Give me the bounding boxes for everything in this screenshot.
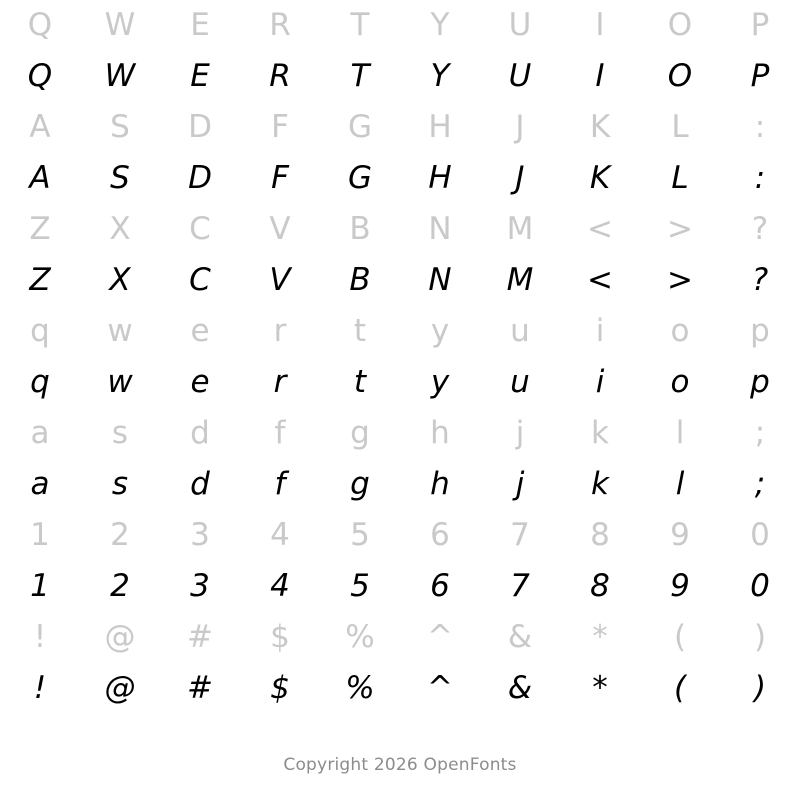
glyph-cell: @ xyxy=(104,670,136,706)
glyph-row-group xyxy=(0,204,800,306)
glyph-cell: 8 xyxy=(590,568,610,604)
glyph-cell: q xyxy=(30,364,50,400)
glyph-cell: O xyxy=(667,58,693,94)
glyph-cell: K xyxy=(589,109,611,145)
glyph-cell: ( xyxy=(673,670,687,706)
glyph-cell: e xyxy=(190,364,210,400)
glyph-cell: G xyxy=(347,109,373,145)
glyph-cell: u xyxy=(510,364,530,400)
glyph-cell: u xyxy=(510,313,530,349)
glyph-cell: L xyxy=(671,160,689,196)
glyph-cell: 5 xyxy=(350,568,370,604)
glyph-cell: : xyxy=(754,109,766,145)
glyph-cell: q xyxy=(30,313,50,349)
glyph-row-group xyxy=(0,306,800,408)
glyph-cell: A xyxy=(29,160,51,196)
glyph-cell: ^ xyxy=(427,619,453,655)
glyph-cell: L xyxy=(671,109,689,145)
glyph-cell: B xyxy=(349,211,371,247)
glyph-cell: t xyxy=(353,364,367,400)
glyph-cell: 6 xyxy=(430,517,450,553)
glyph-cell: N xyxy=(428,211,452,247)
glyph-row-reference xyxy=(0,0,800,50)
glyph-cell: R xyxy=(269,58,291,94)
glyph-row-sample xyxy=(0,458,800,510)
glyph-cell: Z xyxy=(29,211,51,247)
glyph-row-reference xyxy=(0,102,800,152)
glyph-cell: y xyxy=(430,313,450,349)
glyph-cell: # xyxy=(187,670,213,706)
glyph-row-group xyxy=(0,102,800,204)
glyph-cell: 4 xyxy=(270,568,290,604)
glyph-cell: a xyxy=(30,466,50,502)
glyph-cell: E xyxy=(190,7,210,43)
glyph-cell: ! xyxy=(33,619,47,655)
glyph-row-sample xyxy=(0,662,800,714)
glyph-cell: ^ xyxy=(427,670,453,706)
glyph-cell: % xyxy=(345,619,375,655)
glyph-cell: 4 xyxy=(270,517,290,553)
copyright-notice: Copyright 2026 OpenFonts xyxy=(283,755,517,775)
glyph-row-sample xyxy=(0,560,800,612)
glyph-cell: w xyxy=(107,313,133,349)
glyph-cell: j xyxy=(515,415,525,451)
glyph-cell: V xyxy=(269,211,291,247)
glyph-cell: R xyxy=(269,7,291,43)
glyph-cell: J xyxy=(515,160,525,196)
glyph-cell: l xyxy=(675,466,685,502)
glyph-cell: $ xyxy=(270,619,290,655)
glyph-cell: H xyxy=(428,109,452,145)
glyph-cell: T xyxy=(350,7,370,43)
glyph-cell: k xyxy=(591,466,609,502)
glyph-cell: r xyxy=(273,364,287,400)
glyph-cell: $ xyxy=(270,670,290,706)
glyph-cell: ; xyxy=(754,415,766,451)
glyph-cell: f xyxy=(274,466,286,502)
glyph-cell: Q xyxy=(27,58,53,94)
glyph-cell: * xyxy=(592,670,608,706)
glyph-cell: 1 xyxy=(30,517,50,553)
glyph-cell: B xyxy=(349,262,371,298)
glyph-cell: 2 xyxy=(110,517,130,553)
glyph-cell: A xyxy=(29,109,51,145)
glyph-cell: & xyxy=(507,670,533,706)
glyph-cell: g xyxy=(350,415,370,451)
glyph-cell: < xyxy=(587,211,613,247)
glyph-cell: C xyxy=(189,211,211,247)
glyph-cell: ! xyxy=(33,670,47,706)
glyph-cell: O xyxy=(667,7,693,43)
glyph-cell: 3 xyxy=(190,517,210,553)
glyph-cell: X xyxy=(109,211,131,247)
glyph-cell: Y xyxy=(430,7,450,43)
glyph-cell: : xyxy=(754,160,766,196)
glyph-cell: d xyxy=(190,466,210,502)
glyph-row-reference xyxy=(0,510,800,560)
glyph-cell: t xyxy=(353,313,367,349)
glyph-cell: 8 xyxy=(590,517,610,553)
glyph-row-reference xyxy=(0,204,800,254)
glyph-row-group xyxy=(0,612,800,714)
glyph-cell: p xyxy=(750,313,770,349)
glyph-row-sample xyxy=(0,356,800,408)
glyph-cell: J xyxy=(515,109,525,145)
glyph-cell: K xyxy=(589,160,611,196)
glyph-cell: 1 xyxy=(30,568,50,604)
glyph-cell: 2 xyxy=(110,568,130,604)
glyph-row-group xyxy=(0,0,800,102)
glyph-cell: s xyxy=(111,415,129,451)
glyph-cell: 7 xyxy=(510,568,530,604)
glyph-cell: w xyxy=(107,364,133,400)
glyph-cell: e xyxy=(190,313,210,349)
glyph-row-group xyxy=(0,408,800,510)
glyph-row-group xyxy=(0,510,800,612)
glyph-cell: # xyxy=(187,619,213,655)
glyph-cell: @ xyxy=(104,619,136,655)
glyph-cell: P xyxy=(750,7,770,43)
glyph-cell: k xyxy=(591,415,609,451)
glyph-cell: l xyxy=(675,415,685,451)
glyph-cell: p xyxy=(750,364,770,400)
glyph-cell: ; xyxy=(754,466,766,502)
glyph-cell: F xyxy=(271,160,289,196)
glyph-cell: h xyxy=(430,466,450,502)
glyph-cell: 6 xyxy=(430,568,450,604)
glyph-cell: > xyxy=(667,262,693,298)
glyph-cell: ? xyxy=(751,262,769,298)
glyph-cell: y xyxy=(430,364,450,400)
glyph-cell: i xyxy=(595,364,605,400)
glyph-row-reference xyxy=(0,612,800,662)
glyph-cell: i xyxy=(595,313,605,349)
glyph-cell: S xyxy=(110,109,130,145)
glyph-cell: W xyxy=(104,7,136,43)
glyph-cell: d xyxy=(190,415,210,451)
glyph-cell: Z xyxy=(29,262,51,298)
glyph-cell: V xyxy=(269,262,291,298)
glyph-cell: M xyxy=(506,262,534,298)
glyph-cell: H xyxy=(428,160,452,196)
glyph-cell: ( xyxy=(673,619,687,655)
glyph-row-sample xyxy=(0,152,800,204)
glyph-cell: f xyxy=(274,415,286,451)
glyph-cell: Y xyxy=(430,58,450,94)
glyph-cell: & xyxy=(507,619,533,655)
glyph-cell: ) xyxy=(753,670,767,706)
glyph-cell: 3 xyxy=(190,568,210,604)
glyph-cell: U xyxy=(508,7,532,43)
glyph-cell: G xyxy=(347,160,373,196)
glyph-cell: g xyxy=(350,466,370,502)
glyph-cell: s xyxy=(111,466,129,502)
glyph-cell: 7 xyxy=(510,517,530,553)
glyph-cell: Q xyxy=(27,7,53,43)
glyph-cell: N xyxy=(428,262,452,298)
glyph-row-sample xyxy=(0,50,800,102)
glyph-cell: o xyxy=(670,313,690,349)
glyph-cell: > xyxy=(667,211,693,247)
glyph-cell: S xyxy=(110,160,130,196)
glyph-cell: ? xyxy=(751,211,769,247)
glyph-cell: D xyxy=(188,109,212,145)
glyph-cell: E xyxy=(190,58,210,94)
glyph-cell: j xyxy=(515,466,525,502)
glyph-cell: o xyxy=(670,364,690,400)
glyph-cell: I xyxy=(595,7,605,43)
glyph-cell: U xyxy=(508,58,532,94)
glyph-cell: I xyxy=(595,58,605,94)
glyph-cell: F xyxy=(271,109,289,145)
glyph-cell: C xyxy=(189,262,211,298)
glyph-cell: r xyxy=(273,313,287,349)
glyph-cell: ) xyxy=(753,619,767,655)
glyph-cell: < xyxy=(587,262,613,298)
glyph-row-reference xyxy=(0,306,800,356)
glyph-cell: a xyxy=(30,415,50,451)
glyph-cell: 9 xyxy=(670,517,690,553)
glyph-cell: 5 xyxy=(350,517,370,553)
glyph-cell: % xyxy=(345,670,375,706)
glyph-cell: * xyxy=(592,619,608,655)
glyph-cell: 9 xyxy=(670,568,690,604)
glyph-cell: P xyxy=(750,58,770,94)
glyph-cell: h xyxy=(430,415,450,451)
glyph-row-reference xyxy=(0,408,800,458)
glyph-row-sample xyxy=(0,254,800,306)
glyph-cell: W xyxy=(104,58,136,94)
glyph-cell: 0 xyxy=(750,568,770,604)
glyph-cell: 0 xyxy=(750,517,770,553)
glyph-cell: D xyxy=(188,160,212,196)
glyph-cell: X xyxy=(109,262,131,298)
glyph-cell: T xyxy=(350,58,370,94)
glyph-cell: M xyxy=(506,211,534,247)
